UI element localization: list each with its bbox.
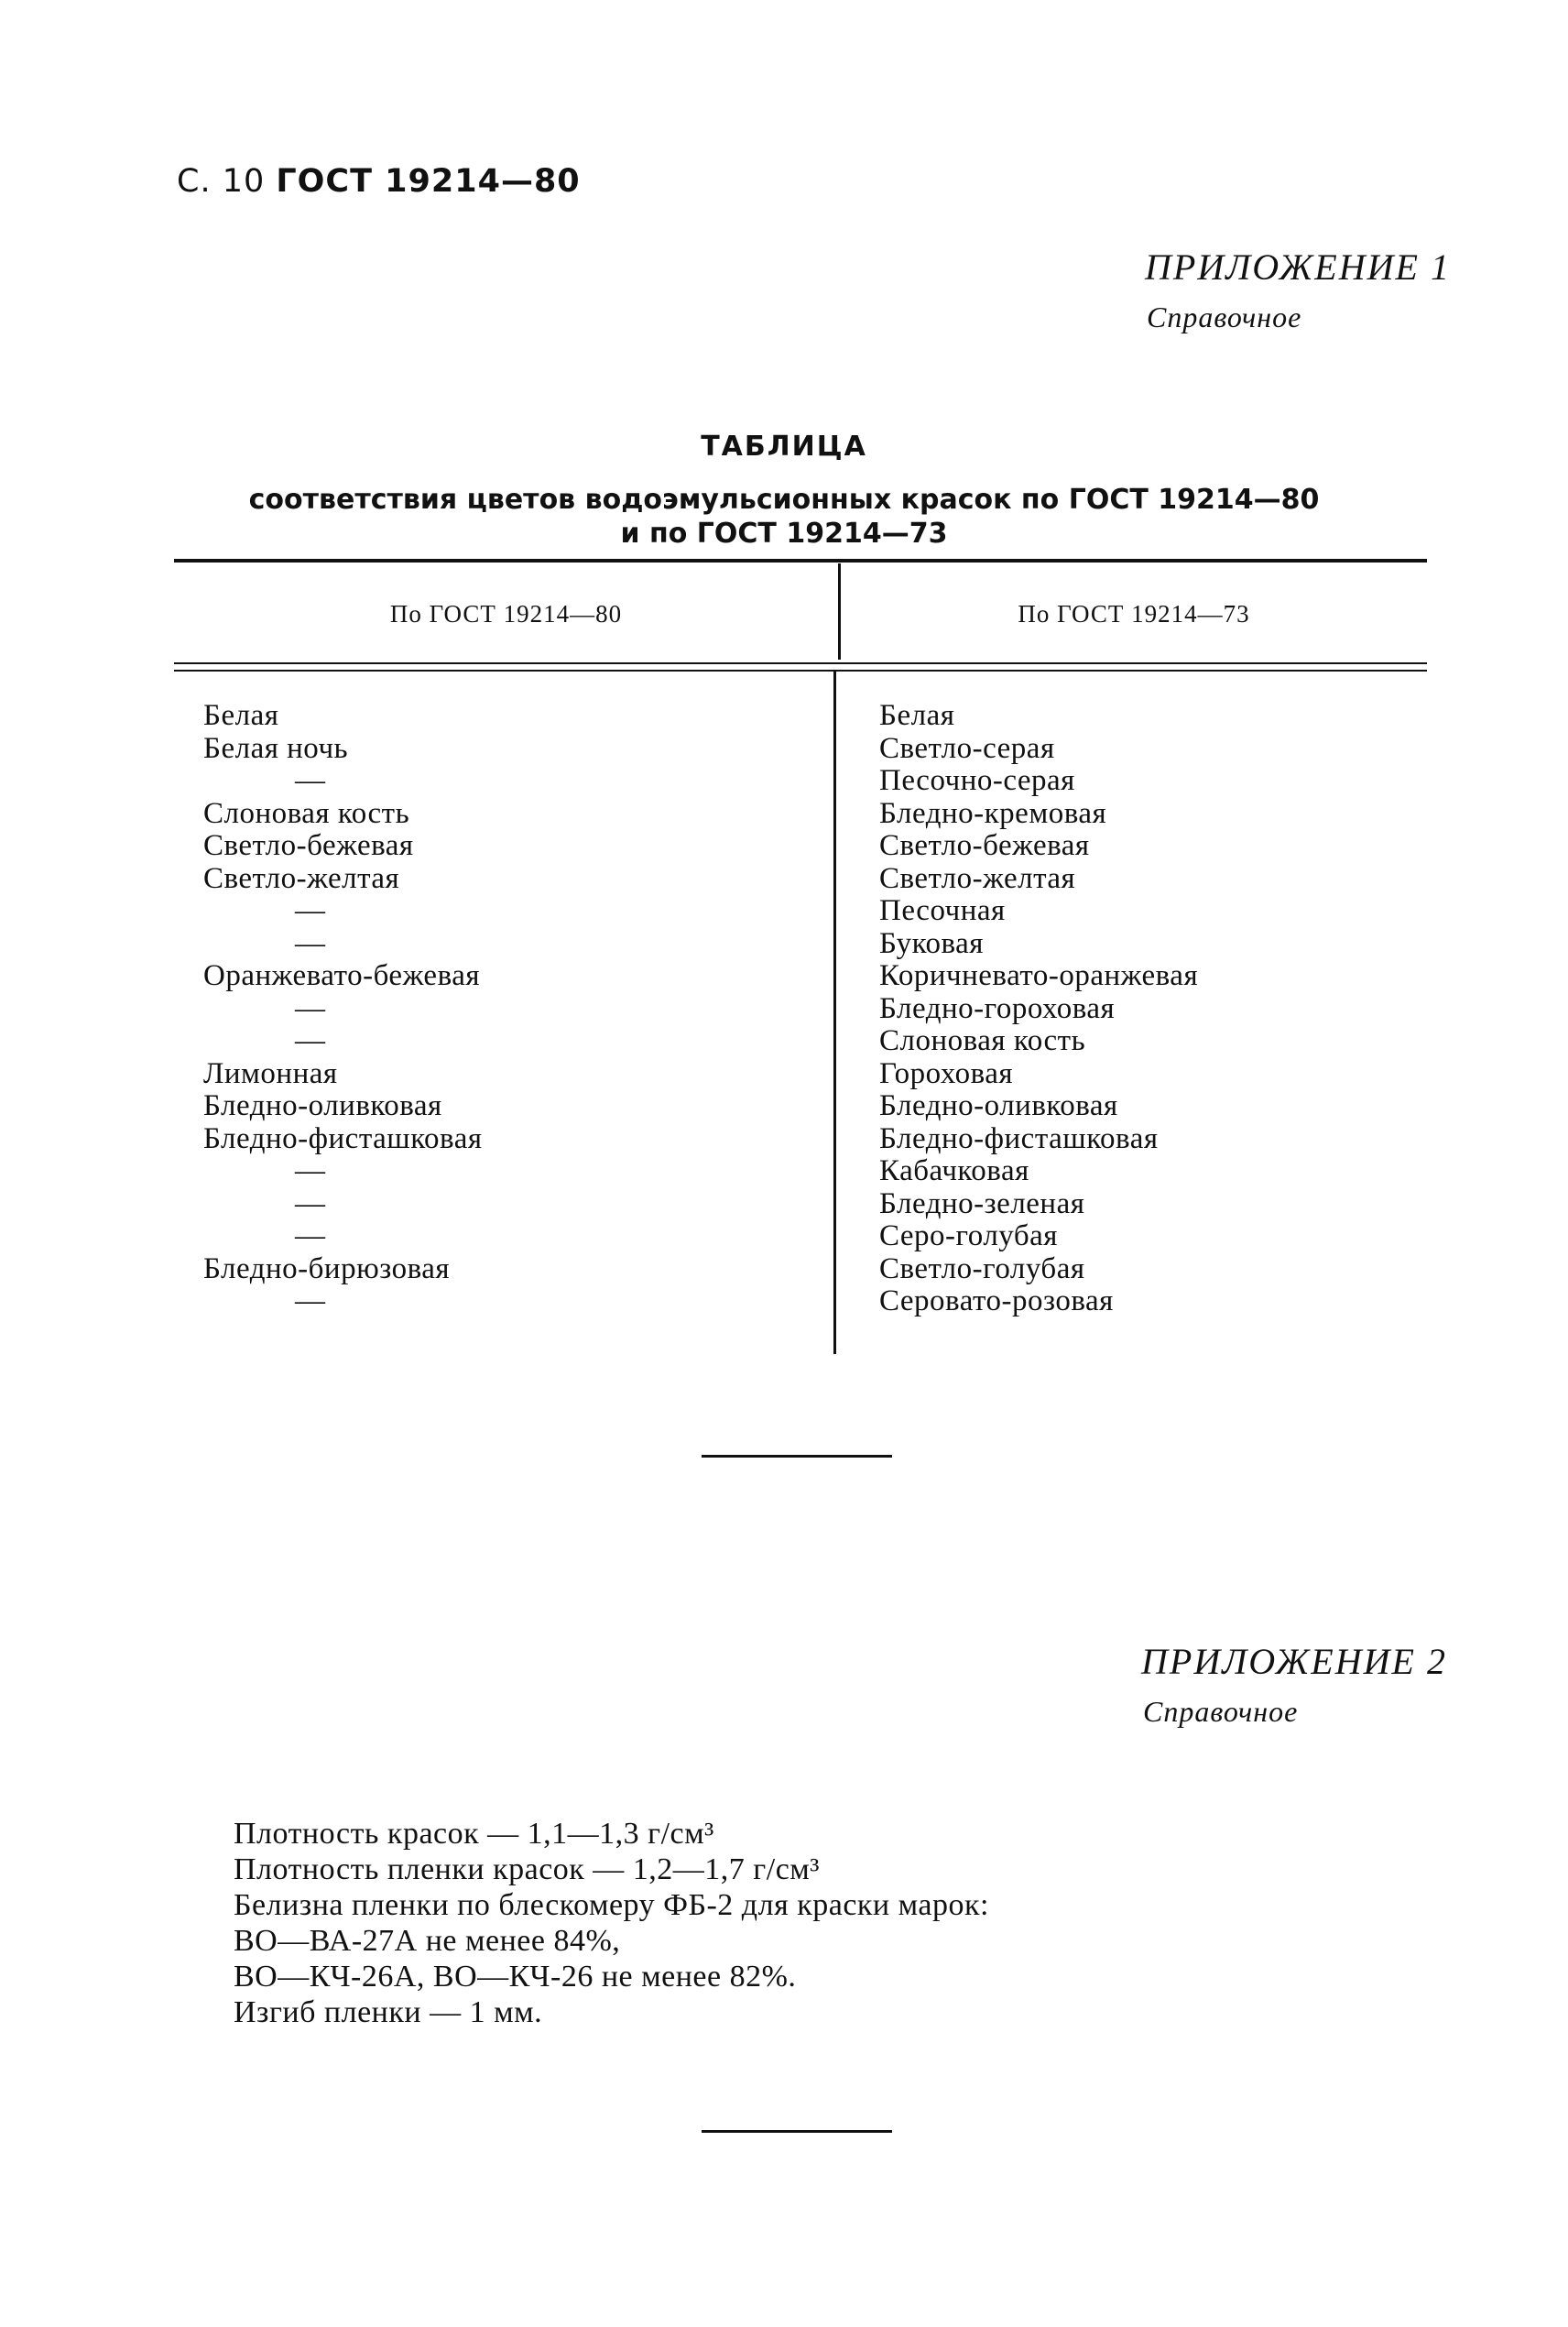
appendix2-subtitle: Справочное [1143, 1695, 1299, 1728]
page-number: С. 10 [177, 163, 266, 200]
page-header [177, 163, 581, 200]
paint-properties [234, 1816, 989, 2030]
property-line: Плотность красок — 1,1—1,3 г/см³ [234, 1817, 714, 1851]
gost-80-color-list [203, 700, 483, 1318]
color-cell-right: Серо-голубая [879, 1219, 1058, 1252]
color-cell-left: Оранжевато-бежевая [203, 959, 481, 992]
page-end-rule [702, 2130, 892, 2133]
color-cell-right: Белая [879, 699, 955, 732]
color-cell-right: Светло-желтая [879, 861, 1076, 895]
color-cell-left: Бледно-оливковая [203, 1089, 442, 1122]
color-cell-left: Бледно-бирюзовая [203, 1251, 451, 1285]
table-title: ТАБЛИЦА [701, 431, 867, 463]
property-line: Плотность пленки красок — 1,2—1,7 г/см³ [234, 1852, 820, 1886]
color-cell-left: — [295, 1024, 326, 1057]
color-cell-left: Лимонная [203, 1056, 338, 1090]
color-cell-left: — [295, 1219, 326, 1252]
color-cell-right: Светло-голубая [879, 1251, 1085, 1285]
color-cell-right: Буковая [879, 926, 984, 960]
table-subtitle-line1: соответствия цветов водоэмульсионных красок по ГОСТ 19214—80 [248, 484, 1320, 516]
color-cell-left: — [295, 926, 326, 960]
section-end-rule [702, 1455, 892, 1458]
color-cell-left: — [295, 894, 326, 927]
color-cell-left: — [295, 764, 326, 797]
color-cell-right: Песочно-серая [879, 764, 1075, 797]
color-cell-right: Бледно-фисташковая [879, 1121, 1159, 1155]
color-cell-right: Бледно-кремовая [879, 796, 1107, 830]
color-cell-left: Бледно-фисташковая [203, 1121, 483, 1155]
property-line: Изгиб пленки — 1 мм. [234, 1995, 543, 2029]
table-top-rule [174, 559, 1427, 563]
property-line: ВО—ВА-27А не менее 84%, [234, 1924, 621, 1958]
color-cell-right: Гороховая [879, 1056, 1014, 1090]
color-cell-left: Белая [203, 699, 279, 732]
color-cell-right: Светло-бежевая [879, 829, 1090, 862]
color-cell-left: — [295, 1186, 326, 1220]
color-cell-right: Кабачковая [879, 1154, 1029, 1187]
color-cell-left: — [295, 1154, 326, 1187]
column-header-gost-73: По ГОСТ 19214—73 [1018, 600, 1250, 628]
property-line: ВО—КЧ-26А, ВО—КЧ-26 не менее 82%. [234, 1960, 797, 1994]
color-cell-right: Песочная [879, 894, 1006, 927]
color-cell-left: Светло-бежевая [203, 829, 414, 862]
color-cell-right: Коричневато-оранжевая [879, 959, 1199, 992]
color-cell-left: Светло-желтая [203, 861, 400, 895]
color-cell-right: Серовато-розовая [879, 1284, 1114, 1317]
appendix1-title: ПРИЛОЖЕНИЕ 1 [1145, 246, 1451, 288]
color-cell-left: Белая ночь [203, 731, 349, 765]
table-body-divider [833, 672, 836, 1354]
table-header-rule-1 [174, 662, 1427, 664]
standard-number: ГОСТ 19214—80 [276, 163, 581, 200]
color-cell-right: Бледно-оливковая [879, 1089, 1118, 1122]
color-cell-left: Слоновая кость [203, 796, 410, 830]
gost-73-color-list [879, 700, 1198, 1318]
property-line: Белизна пленки по блескомеру ФБ-2 для краски марок: [234, 1888, 989, 1922]
table-header-rule-2 [174, 670, 1427, 672]
color-cell-right: Слоновая кость [879, 1024, 1086, 1057]
color-cell-right: Бледно-зеленая [879, 1186, 1085, 1220]
appendix2-title: ПРИЛОЖЕНИЕ 2 [1141, 1641, 1447, 1682]
color-cell-right: Бледно-гороховая [879, 991, 1116, 1025]
color-cell-right: Светло-серая [879, 731, 1055, 765]
table-subtitle-line2: и по ГОСТ 19214—73 [620, 518, 948, 550]
appendix1-subtitle: Справочное [1147, 300, 1302, 333]
color-cell-left: — [295, 991, 326, 1025]
column-header-gost-80: По ГОСТ 19214—80 [389, 600, 623, 628]
color-cell-left: — [295, 1284, 326, 1317]
